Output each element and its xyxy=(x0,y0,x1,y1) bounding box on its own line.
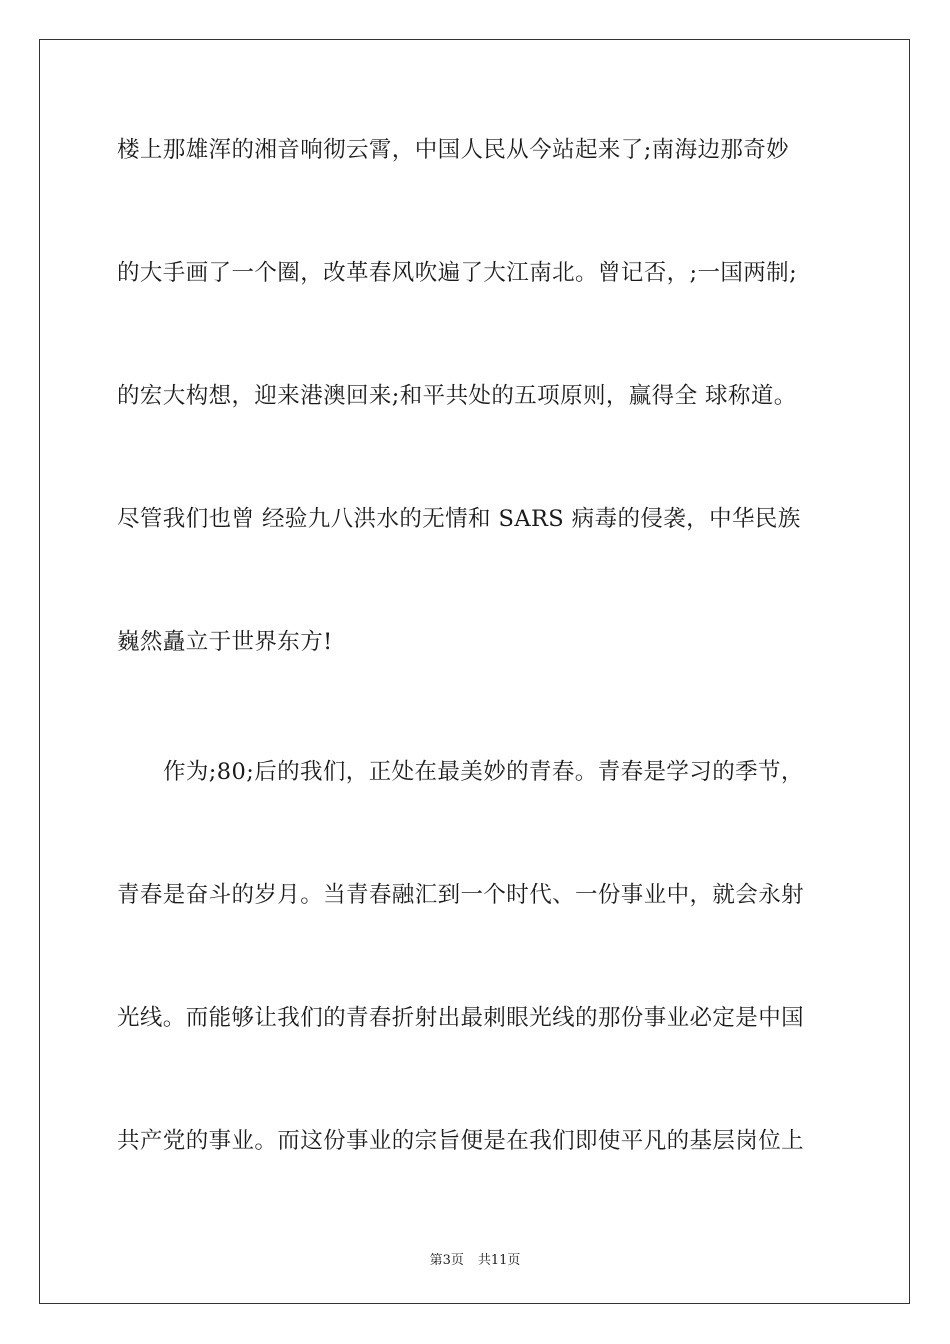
page-total: 共11页 xyxy=(477,1253,521,1268)
text-line: 的宏大构想，迎来港澳回来;和平共处的五项原则，赢得全 球称道。 xyxy=(117,383,797,409)
text-line: 的大手画了一个圈，改革春风吹遍了大江南北。曾记否，;一国两制; xyxy=(117,260,798,286)
text-line: 楼上那雄浑的湘音响彻云霄，中国人民从今站起来了;南海边那奇妙 xyxy=(117,137,790,163)
text-line: 青春是奋斗的岁月。当青春融汇到一个时代、一份事业中，就会永射 xyxy=(117,882,805,908)
page-border xyxy=(39,39,910,1304)
paragraph-first-line: 作为;80;后的我们，正处在最美妙的青春。青春是学习的季节， xyxy=(163,759,804,785)
page-footer xyxy=(0,1249,950,1268)
text-line: 光线。而能够让我们的青春折射出最刺眼光线的那份事业必定是中国 xyxy=(117,1005,805,1031)
text-line: 巍然矗立于世界东方! xyxy=(117,629,333,655)
text-line: 尽管我们也曾 经验九八洪水的无情和 SARS 病毒的侵袭，中华民族 xyxy=(117,506,801,532)
page-number: 第3页 xyxy=(429,1253,464,1268)
text-line: 共产党的事业。而这份事业的宗旨便是在我们即使平凡的基层岗位上 xyxy=(117,1128,805,1154)
